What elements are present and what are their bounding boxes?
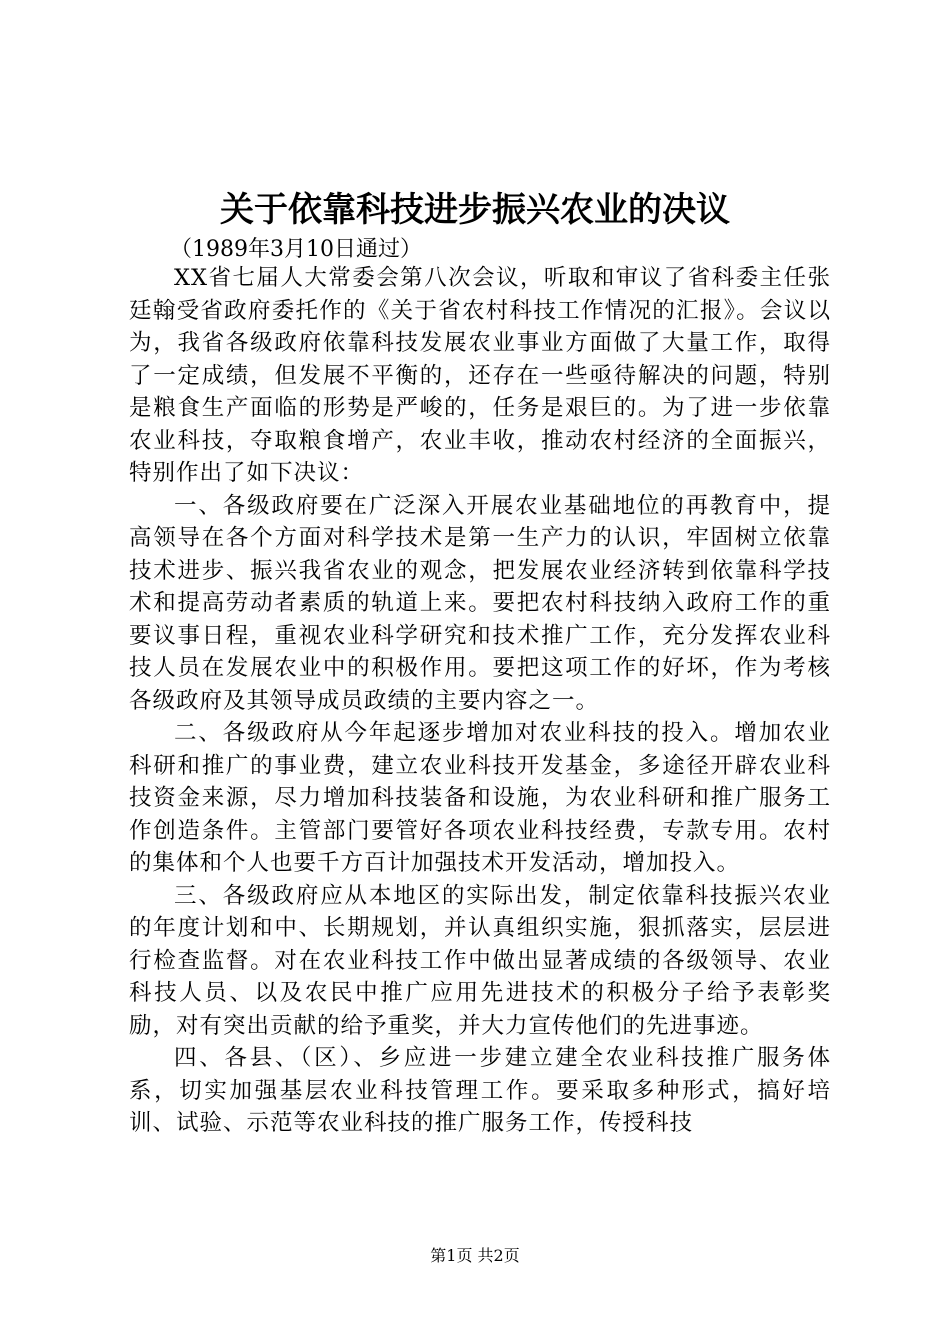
paragraph-item-1: 一、各级政府要在广泛深入开展农业基础地位的再教育中，提高领导在各个方面对科学技术是第一生产力的认识，牢固树立依靠技术进步、振兴我省农业的观念，把发展农业经济转到依靠科学技术和提高劳动者素质的轨道上来。要把农村科技纳入政府工作的重要议事日程，重视农业科学研究和技术推广工作，充分发挥农业科技人员在发展农业中的积极作用。要把这项工作的好坏，作为考核各级政府及其领导成员政绩的主要内容之一。 <box>129 492 831 714</box>
page-number: 第1页 共2页 <box>430 1246 520 1265</box>
paragraph-item-4: 四、各县、（区）、乡应进一步建立建全农业科技推广服务体系，切实加强基层农业科技管理工作。要采取多种形式，搞好培训、试验、示范等农业科技的推广服务工作，传授科技 <box>129 1045 831 1136</box>
paragraph-intro: XX省七届人大常委会第八次会议，听取和审议了省科委主任张廷翰受省政府委托作的《关于省农村科技工作情况的汇报》。会议以为，我省各级政府依靠科技发展农业事业方面做了大量工作，取得了一定成绩，但发展不平衡的，还存在一些亟待解决的问题，特别是粮食生产面临的形势是严峻的，任务是艰巨的。为了进一步依靠农业科技，夺取粮食增产，农业丰收，推动农村经济的全面振兴，特别作出了如下决议： <box>129 265 831 486</box>
document-body <box>129 262 831 1140</box>
adoption-date: （1989年3月10日通过） <box>170 237 422 262</box>
paragraph-item-3: 三、各级政府应从本地区的实际出发，制定依靠科技振兴农业的年度计划和中、长期规划，并认真组织实施，狠抓落实，层层进行检查监督。对在农业科技工作中做出显著成绩的各级领导、农业科技人员、以及农民中推广应用先进技术的积极分子给予表彰奖励，对有突出贡献的给予重奖，并大力宣传他们的先进事迹。 <box>129 882 831 1039</box>
paragraph-item-2: 二、各级政府从今年起逐步增加对农业科技的投入。增加农业科研和推广的事业费，建立农业科技开发基金，多途径开辟农业科技资金来源，尽力增加科技装备和设施，为农业科研和推广服务工作创造条件。主管部门要管好各项农业科技经费，专款专用。农村的集体和个人也要千方百计加强技术开发活动，增加投入。 <box>129 720 831 876</box>
document-title: 关于依靠科技进步振兴农业的决议 <box>220 190 730 230</box>
